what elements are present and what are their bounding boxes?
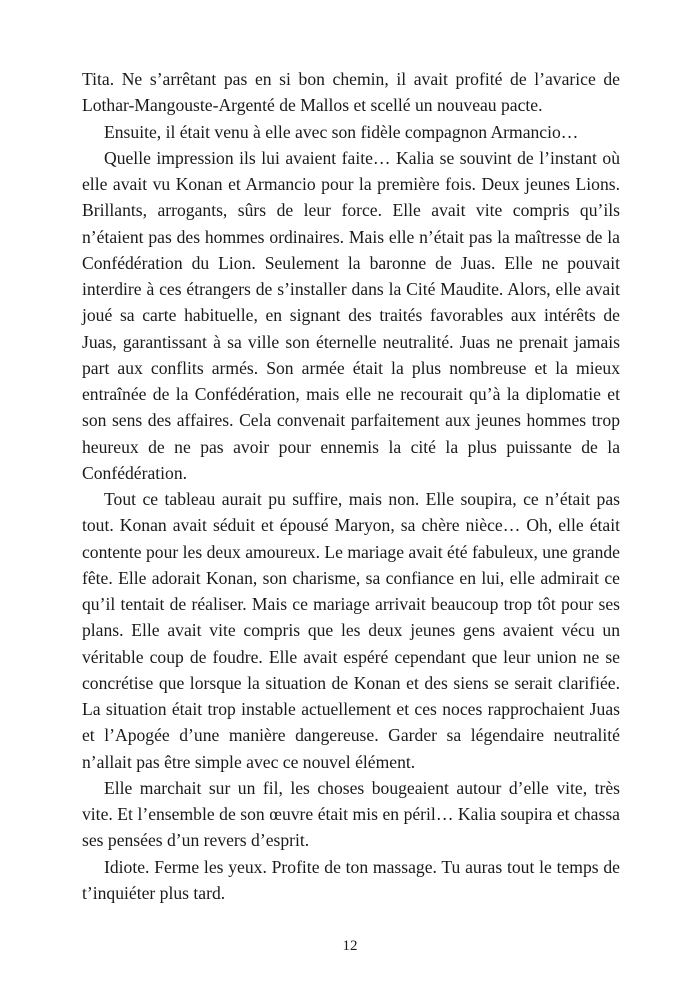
paragraph-6: Idiote. Ferme les yeux. Profite de ton massage. Tu auras tout le temps de t’inquiéter plus tard. [82,856,620,903]
paragraph-4: Tout ce tableau aurait pu suffire, mais non. Elle soupira, ce n’était pas tout. Konan avait séduit et épousé Maryon, sa chère nièce… Oh, elle était contente pour les deux amoureux. Le mariage avait été fabuleux, une grande fête. Elle adorait Konan, son charisme, sa confiance en lui, elle admirait ce qu’il tentait de réaliser. Mais ce mariage arrivait beaucoup trop tôt pour ses plans. Elle avait vite compris que les deux jeunes gens avaient vécu un véritable coup de foudre. Elle avait espéré cependant que leur union ne se concrétise que lorsque la situation de Konan et des siens se serait clarifiée. La situation était trop instable actuellement et ces noces rapprochaient Juas et l’Apogée d’une manière dangereuse. Garder sa légendaire neutralité n’allait pas être simple avec ce nouvel élément. [82,489,620,772]
paragraph-3: Quelle impression ils lui avaient faite… Kalia se souvint de l’instant où elle avait vu Konan et Armancio pour la première fois. Deux jeunes Lions. Brillants, arrogants, sûrs de leur force. Elle avait vite compris qu’ils n’étaient pas des hommes ordinaires. Mais elle n’était pas la maîtresse de la Confédération du Lion. Seulement la baronne de Juas. Elle ne pouvait interdire à ces étrangers de s’installer dans la Cité Maudite. Alors, elle avait joué sa carte habituelle, en signant des traités favorables aux intérêts de Juas, garantissant à sa ville son éternelle neutralité. Juas ne prenait jamais part aux conflits armés. Son armée était la plus nombreuse et la mieux entraînée de la Confédération, mais elle ne recourait qu’à la diplomatie et son sens des affaires. Cela convenait parfaitement aux jeunes hommes trop heureux de ne pas avoir pour ennemis la cité la plus puissante de la Confédération. [82,147,620,483]
page-number: 12 [342,938,358,954]
paragraph-1: Tita. Ne s’arrêtant pas en si bon chemin, il avait profité de l’avarice de Lothar-Mangouste-Argenté de Mallos et scellé un nouveau pacte. [82,69,620,116]
paragraph-5: Elle marchait sur un fil, les choses bougeaient autour d’elle vite, très vite. Et l’ensemble de son œuvre était mis en péril… Kalia soupira et chassa ses pensées d’un revers d’esprit. [82,777,620,851]
body-text [82,66,620,906]
paragraph-2: Ensuite, il était venu à elle avec son fidèle compagnon Armancio… [104,121,579,142]
